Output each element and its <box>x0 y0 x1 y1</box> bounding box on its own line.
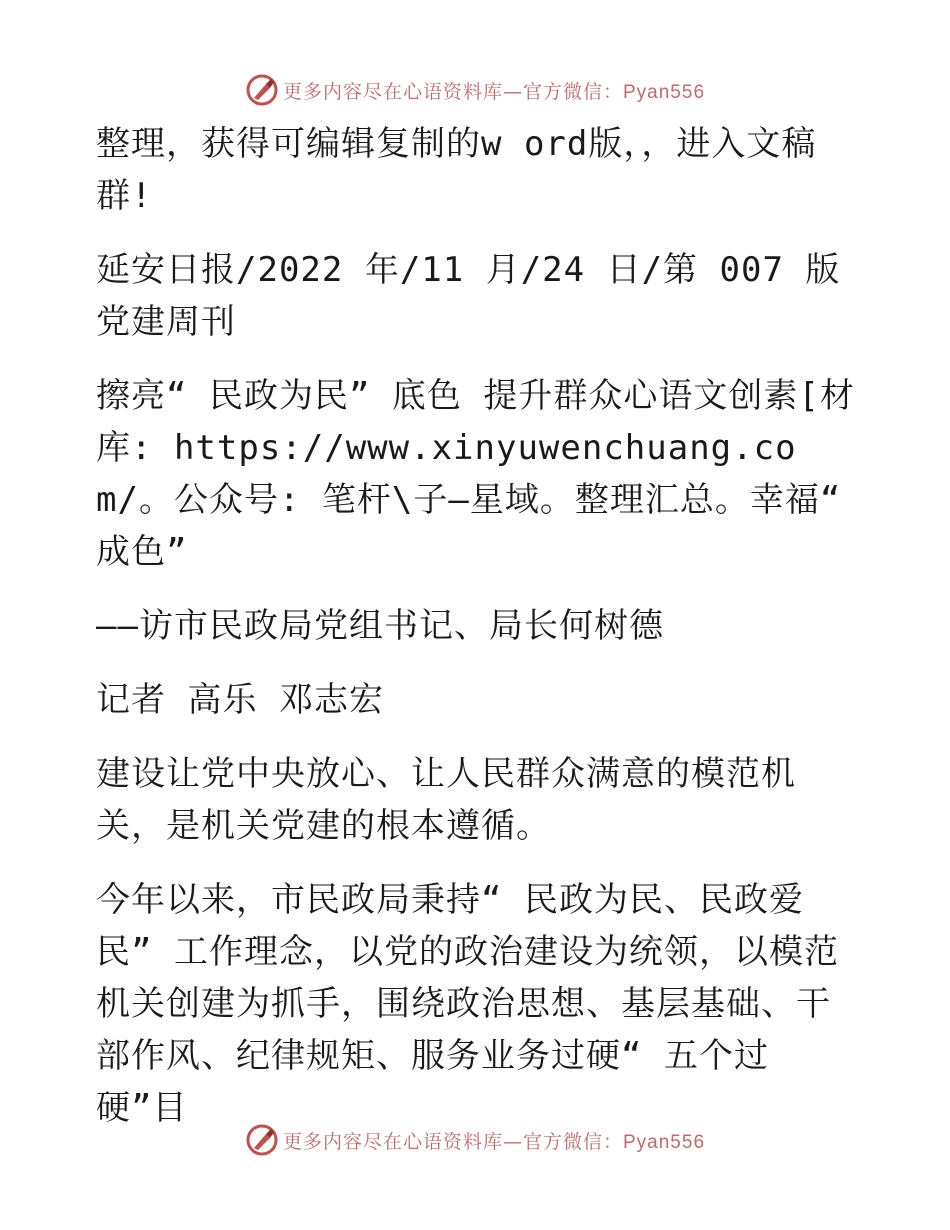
header-watermark <box>0 70 950 110</box>
pen-nib-seal-icon <box>245 1123 279 1157</box>
pen-nib-seal-icon <box>245 73 279 107</box>
paragraph: 擦亮“ 民政为民” 底色 提升群众心语文创素[材库: https://www.xinyuwenchuang.com/。公众号: 笔杆\子—星域。整理汇总。幸福“ 成色” <box>96 376 855 572</box>
watermark-text: 更多内容尽在心语资料库—官方微信：Pyan556 <box>282 1130 706 1153</box>
paragraph: 记者 高乐 邓志宏 <box>96 680 384 720</box>
watermark-text: 更多内容尽在心语资料库—官方微信：Pyan556 <box>282 80 706 103</box>
paragraph: 建设让党中央放心、让人民群众满意的模范机关，是机关党建的根本遵循。 <box>96 754 796 846</box>
footer-watermark <box>0 1120 950 1160</box>
paragraph: 今年以来，市民政局秉持“ 民政为民、民政爱民” 工作理念，以党的政治建设为统领，以模范机关创建为抓手，围绕政治思想、基层基础、干部作风、纪律规矩、服务业务过硬“ 五个过硬”目 <box>96 880 839 1128</box>
paragraph: 整理，获得可编辑复制的w ord版，，进入文稿群! <box>96 124 817 216</box>
paragraph: ——访市民政局党组书记、局长何树德 <box>96 606 664 646</box>
document-body <box>96 118 856 1156</box>
paragraph: 延安日报/2022 年/11 月/24 日/第 007 版党建周刊 <box>96 250 841 342</box>
